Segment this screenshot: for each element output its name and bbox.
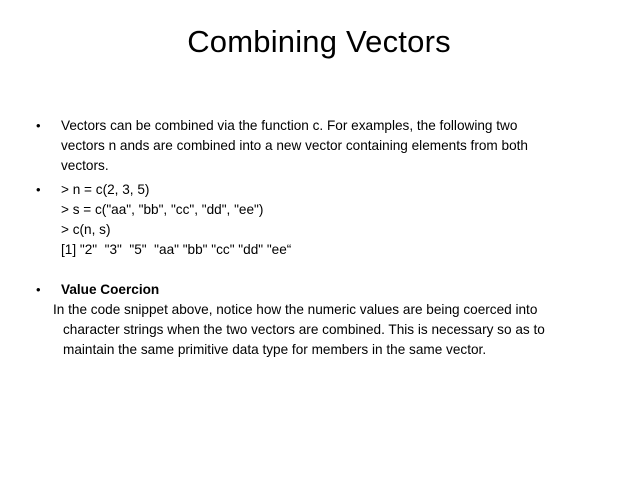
- bullet-item-value-coercion: [36, 280, 606, 300]
- bullet-item-vectors-combined: [36, 116, 606, 176]
- bullet-icon: •: [36, 118, 41, 133]
- paragraph-line: In the code snippet above, notice how the numeric values are being coerced into: [53, 302, 538, 317]
- code-line: > n = c(2, 3, 5): [61, 182, 150, 197]
- coercion-paragraph: [36, 300, 606, 360]
- code-line: > c(n, s): [61, 222, 111, 237]
- paragraph-line: maintain the same primitive data type for members in the same vector.: [63, 342, 487, 357]
- spacer: [36, 260, 606, 280]
- slide-title: Combining Vectors: [187, 24, 451, 59]
- bullet-icon: •: [36, 282, 41, 297]
- bullet-text-line: vectors.: [61, 158, 109, 173]
- section-heading: Value Coercion: [61, 282, 160, 297]
- paragraph-line: character strings when the two vectors are combined. This is necessary so as to: [63, 322, 545, 337]
- bullet-item-code-example: [36, 180, 606, 260]
- code-output-line: [1] "2" "3" "5" "aa" "bb" "cc" "dd" "ee“: [61, 242, 292, 257]
- slide-content: [36, 116, 606, 360]
- bullet-text-line: vectors n ands are combined into a new vector containing elements from both: [61, 138, 528, 153]
- code-line: > s = c("aa", "bb", "cc", "dd", "ee"): [61, 202, 264, 217]
- bullet-text-line: Vectors can be combined via the function c. For examples, the following two: [61, 118, 518, 133]
- bullet-icon: •: [36, 182, 41, 197]
